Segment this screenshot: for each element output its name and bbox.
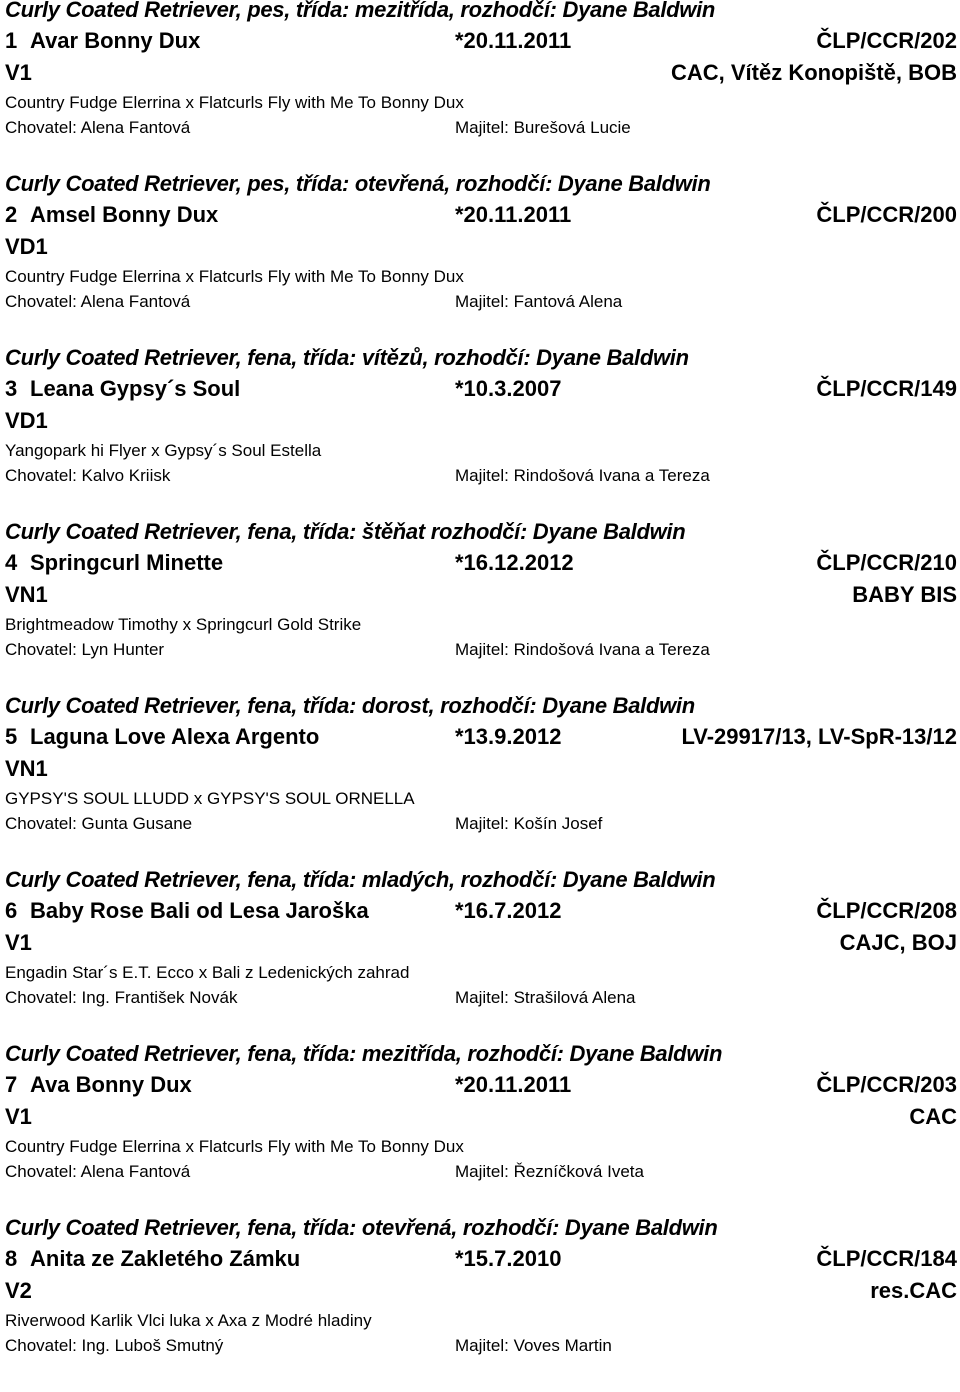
dog-name: Baby Rose Bali od Lesa Jaroška [30,898,369,923]
grade-row [0,582,960,612]
catalog-number: 8 [5,1246,18,1271]
birth-date: *13.9.2012 [455,724,562,749]
grade: V1 [5,930,32,955]
owner: Majitel: Fantová Alena [455,292,623,311]
breeder: Chovatel: Alena Fantová [5,292,191,311]
class-heading: Curly Coated Retriever, pes, třída: otevřená, rozhodčí: Dyane Baldwin [5,171,711,196]
birth-date: *15.7.2010 [455,1246,562,1271]
breeder: Chovatel: Gunta Gusane [5,814,193,833]
registration-number: LV-29917/13, LV-SpR-13/12 [681,724,957,749]
registration-number: ČLP/CCR/210 [816,550,957,575]
grade: VN1 [5,582,48,607]
parents-row [0,1137,960,1161]
parents-row [0,789,960,813]
parents: Brightmeadow Timothy x Springcurl Gold Strike [5,615,362,634]
grade: V2 [5,1278,32,1303]
class-entry [0,1215,960,1392]
breeder: Chovatel: Ing. František Novák [5,988,238,1007]
parents: Riverwood Karlik Vlci luka x Axa z Modré hladiny [5,1311,372,1330]
class-entry [0,1041,960,1218]
class-entry [0,171,960,348]
parents: GYPSY'S SOUL LLUDD x GYPSY'S SOUL ORNELLA [5,789,415,808]
parents-row [0,615,960,639]
owner: Majitel: Řezníčková Iveta [455,1162,644,1181]
parents-row [0,93,960,117]
grade: VD1 [5,234,48,259]
class-heading: Curly Coated Retriever, fena, třída: mezitřída, rozhodčí: Dyane Baldwin [5,1041,723,1066]
dog-name-row [0,28,960,58]
parents: Yangopark hi Flyer x Gypsy´s Soul Estella [5,441,322,460]
registration-number: ČLP/CCR/208 [816,898,957,923]
dog-name: Ava Bonny Dux [30,1072,192,1097]
dog-name: Amsel Bonny Dux [30,202,219,227]
dog-name-row [0,1246,960,1276]
awards: res.CAC [870,1278,957,1303]
awards: CAC [909,1104,957,1129]
grade-row [0,234,960,264]
grade: V1 [5,1104,32,1129]
dog-name: Leana Gypsy´s Soul [30,376,241,401]
parents: Engadin Star´s E.T. Ecco x Bali z Ledenických zahrad [5,963,410,982]
dog-name-row [0,724,960,754]
dog-name: Laguna Love Alexa Argento [30,724,320,749]
grade-row [0,60,960,90]
birth-date: *20.11.2011 [455,1072,572,1097]
owner: Majitel: Rindošová Ivana a Tereza [455,466,710,485]
people-row [0,814,960,838]
grade-row [0,756,960,786]
catalog-number: 6 [5,898,18,923]
parents-row [0,963,960,987]
class-entry [0,345,960,522]
grade: VN1 [5,756,48,781]
class-heading: Curly Coated Retriever, fena, třída: štěňat rozhodčí: Dyane Baldwin [5,519,686,544]
dog-name-row [0,1072,960,1102]
catalog-number: 4 [5,550,18,575]
parents-row [0,267,960,291]
people-row [0,1162,960,1186]
people-row [0,640,960,664]
class-entry [0,519,960,696]
people-row [0,466,960,490]
birth-date: *10.3.2007 [455,376,562,401]
people-row [0,988,960,1012]
people-row [0,292,960,316]
owner: Majitel: Burešová Lucie [455,118,631,137]
catalog-number: 7 [5,1072,18,1097]
birth-date: *20.11.2011 [455,28,572,53]
dog-name-row [0,202,960,232]
parents-row [0,1311,960,1335]
catalog-number: 3 [5,376,18,401]
birth-date: *20.11.2011 [455,202,572,227]
parents: Country Fudge Elerrina x Flatcurls Fly with Me To Bonny Dux [5,267,464,286]
awards: CAJC, BOJ [839,930,957,955]
breeder: Chovatel: Alena Fantová [5,118,191,137]
class-entry [0,693,960,870]
registration-number: ČLP/CCR/184 [816,1246,957,1271]
dog-name-row [0,376,960,406]
class-heading: Curly Coated Retriever, fena, třída: dorost, rozhodčí: Dyane Baldwin [5,693,695,718]
dog-name-row [0,898,960,928]
registration-number: ČLP/CCR/200 [816,202,957,227]
parents: Country Fudge Elerrina x Flatcurls Fly with Me To Bonny Dux [5,1137,464,1156]
owner: Majitel: Strašilová Alena [455,988,636,1007]
catalog-number: 5 [5,724,18,749]
people-row [0,1336,960,1360]
owner: Majitel: Košín Josef [455,814,603,833]
dog-name-row [0,550,960,580]
breeder: Chovatel: Lyn Hunter [5,640,165,659]
people-row [0,118,960,142]
parents-row [0,441,960,465]
breeder: Chovatel: Kalvo Kriisk [5,466,171,485]
registration-number: ČLP/CCR/203 [816,1072,957,1097]
grade-row [0,1278,960,1308]
awards: BABY BIS [852,582,957,607]
catalog-number: 1 [5,28,18,53]
grade: VD1 [5,408,48,433]
owner: Majitel: Rindošová Ivana a Tereza [455,640,710,659]
owner: Majitel: Voves Martin [455,1336,612,1355]
breeder: Chovatel: Alena Fantová [5,1162,191,1181]
registration-number: ČLP/CCR/149 [816,376,957,401]
dog-name: Avar Bonny Dux [30,28,201,53]
dog-name: Springcurl Minette [30,550,224,575]
breeder: Chovatel: Ing. Luboš Smutný [5,1336,224,1355]
grade-row [0,1104,960,1134]
catalog-number: 2 [5,202,18,227]
class-entry [0,0,960,174]
parents: Country Fudge Elerrina x Flatcurls Fly with Me To Bonny Dux [5,93,464,112]
birth-date: *16.7.2012 [455,898,562,923]
birth-date: *16.12.2012 [455,550,574,575]
grade: V1 [5,60,32,85]
registration-number: ČLP/CCR/202 [816,28,957,53]
grade-row [0,930,960,960]
dog-name: Anita ze Zakletého Zámku [30,1246,301,1271]
class-heading: Curly Coated Retriever, pes, třída: mezitřída, rozhodčí: Dyane Baldwin [5,0,716,22]
grade-row [0,408,960,438]
class-heading: Curly Coated Retriever, fena, třída: vítězů, rozhodčí: Dyane Baldwin [5,345,689,370]
class-entry [0,867,960,1044]
class-heading: Curly Coated Retriever, fena, třída: otevřená, rozhodčí: Dyane Baldwin [5,1215,718,1240]
awards: CAC, Vítěz Konopiště, BOB [670,60,957,85]
class-heading: Curly Coated Retriever, fena, třída: mladých, rozhodčí: Dyane Baldwin [5,867,716,892]
